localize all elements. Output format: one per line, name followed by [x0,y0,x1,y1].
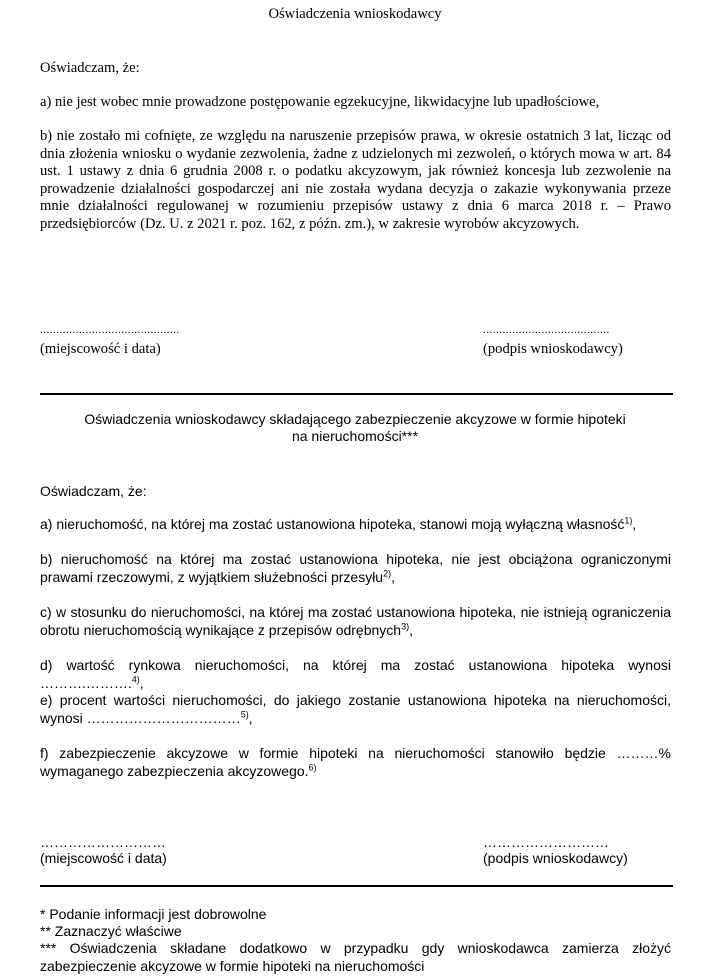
section2-item-c: c) w stosunku do nieruchomości, na której ma zostać ustanowiona hipoteka, nie istnieją ograniczenia obrotu nieruchomością wynikające z przepisów odrębnych$^{3)}$, [40,604,671,638]
section1-item-a: a) nie jest wobec mnie prowadzone postępowanie egzekucyjne, likwidacyjne lub upadłościowe, [40,94,600,110]
footnote-1: * Podanie informacji jest dobrowolne [40,906,267,922]
section1-signature-label: (podpis wnioskodawcy) [483,341,623,357]
section2-title-line2: na nieruchomości*** [291,428,419,444]
section2-signature-label: (podpis wnioskodawcy) [483,850,628,866]
section2-title-line1: Oświadczenia wnioskodawcy składającego zabezpieczenie akcyzowe w formie hipoteki [84,411,626,427]
footnote-ref-1: 1) [624,515,633,526]
footnote-ref-2: 2) [383,567,392,578]
section1-signature-dots: ....................................... [483,324,610,336]
footnote-ref-4: 4) [131,673,140,684]
market-value-dots: ……….………. [40,674,132,691]
section2-item-e: e) procent wartości nieruchomości, do jakiego zostanie ustanowiona hipoteka na nieruchomości, wynosi ……………………………$^{5)}$, [40,692,671,726]
section1-title: Oświadczenia wnioskodawcy [268,6,442,22]
footnote-ref-3: 3) [401,620,410,631]
section2-place-date-dots: ……………………… [40,834,166,850]
section1-place-date-dots: ........................................... [40,324,180,336]
divider-2 [40,885,673,887]
section2-place-date-label: (miejscowość i data) [40,850,167,866]
footnote-ref-5: 5) [240,708,249,719]
footnote-3: *** Oświadczenia składane dodatkowo w przypadku gdy wnioskodawca zamierza złożyć zabezpieczenie akcyzowe w formie hipoteki na nieruchomości [40,940,671,974]
footnote-2: ** Zaznaczyć właściwe [40,923,182,939]
section2-signature-dots: ……………………… [483,834,609,850]
divider-1 [40,393,673,395]
section2-intro: Oświadczam, że: [40,483,147,499]
section2-item-b: b) nieruchomość na której ma zostać ustanowiona hipoteka, nie jest obciążona ograniczonymi prawami rzeczowymi, z wyjątkiem służebności przesyłu$^{2)}$, [40,551,671,585]
footnote-ref-6: 6) [308,761,317,772]
section2-item-d: d) wartość rynkowa nieruchomości, na której ma zostać ustanowiona hipoteka wynosi ……….……….$^{4)}$, [40,657,671,691]
section1-place-date-label: (miejscowość i data) [40,341,161,357]
section2-item-f: f) zabezpieczenie akcyzowe w formie hipoteki na nieruchomości stanowiło będzie ………% wymaganego zabezpieczenia akcyzowego.$^{6)}$ [40,745,671,779]
section1-intro: Oświadczam, że: [40,60,140,76]
section2-item-a: a) nieruchomość, na której ma zostać ustanowiona hipoteka, stanowi moją wyłączną własność$^{1)}$, [40,515,637,532]
section1-item-b: b) nie zostało mi cofnięte, ze względu na naruszenie przepisów prawa, w okresie ostatnich 3 lat, licząc od dnia złożenia wniosku o wydanie zezwolenia, żadne z udzielonych mi zezwoleń, o których mowa w art. 84 ust. 1 ustawy z dnia 6 grudnia 2008 r. o podatku akcyzowym, jak również koncesja lub zezwolenie na prowadzenie działalności gospodarczej ani nie została wydana decyzja o zakazie wykonywania przeze mnie działalności regulowanej w rozumieniu przepisów ustawy z dnia 6 marca 2018 r. – Prawo przedsiębiorców (Dz. U. z 2021 r. poz. 162, z późn. zm.), w zakresie wyrobów akcyzowych. [40,128,671,232]
